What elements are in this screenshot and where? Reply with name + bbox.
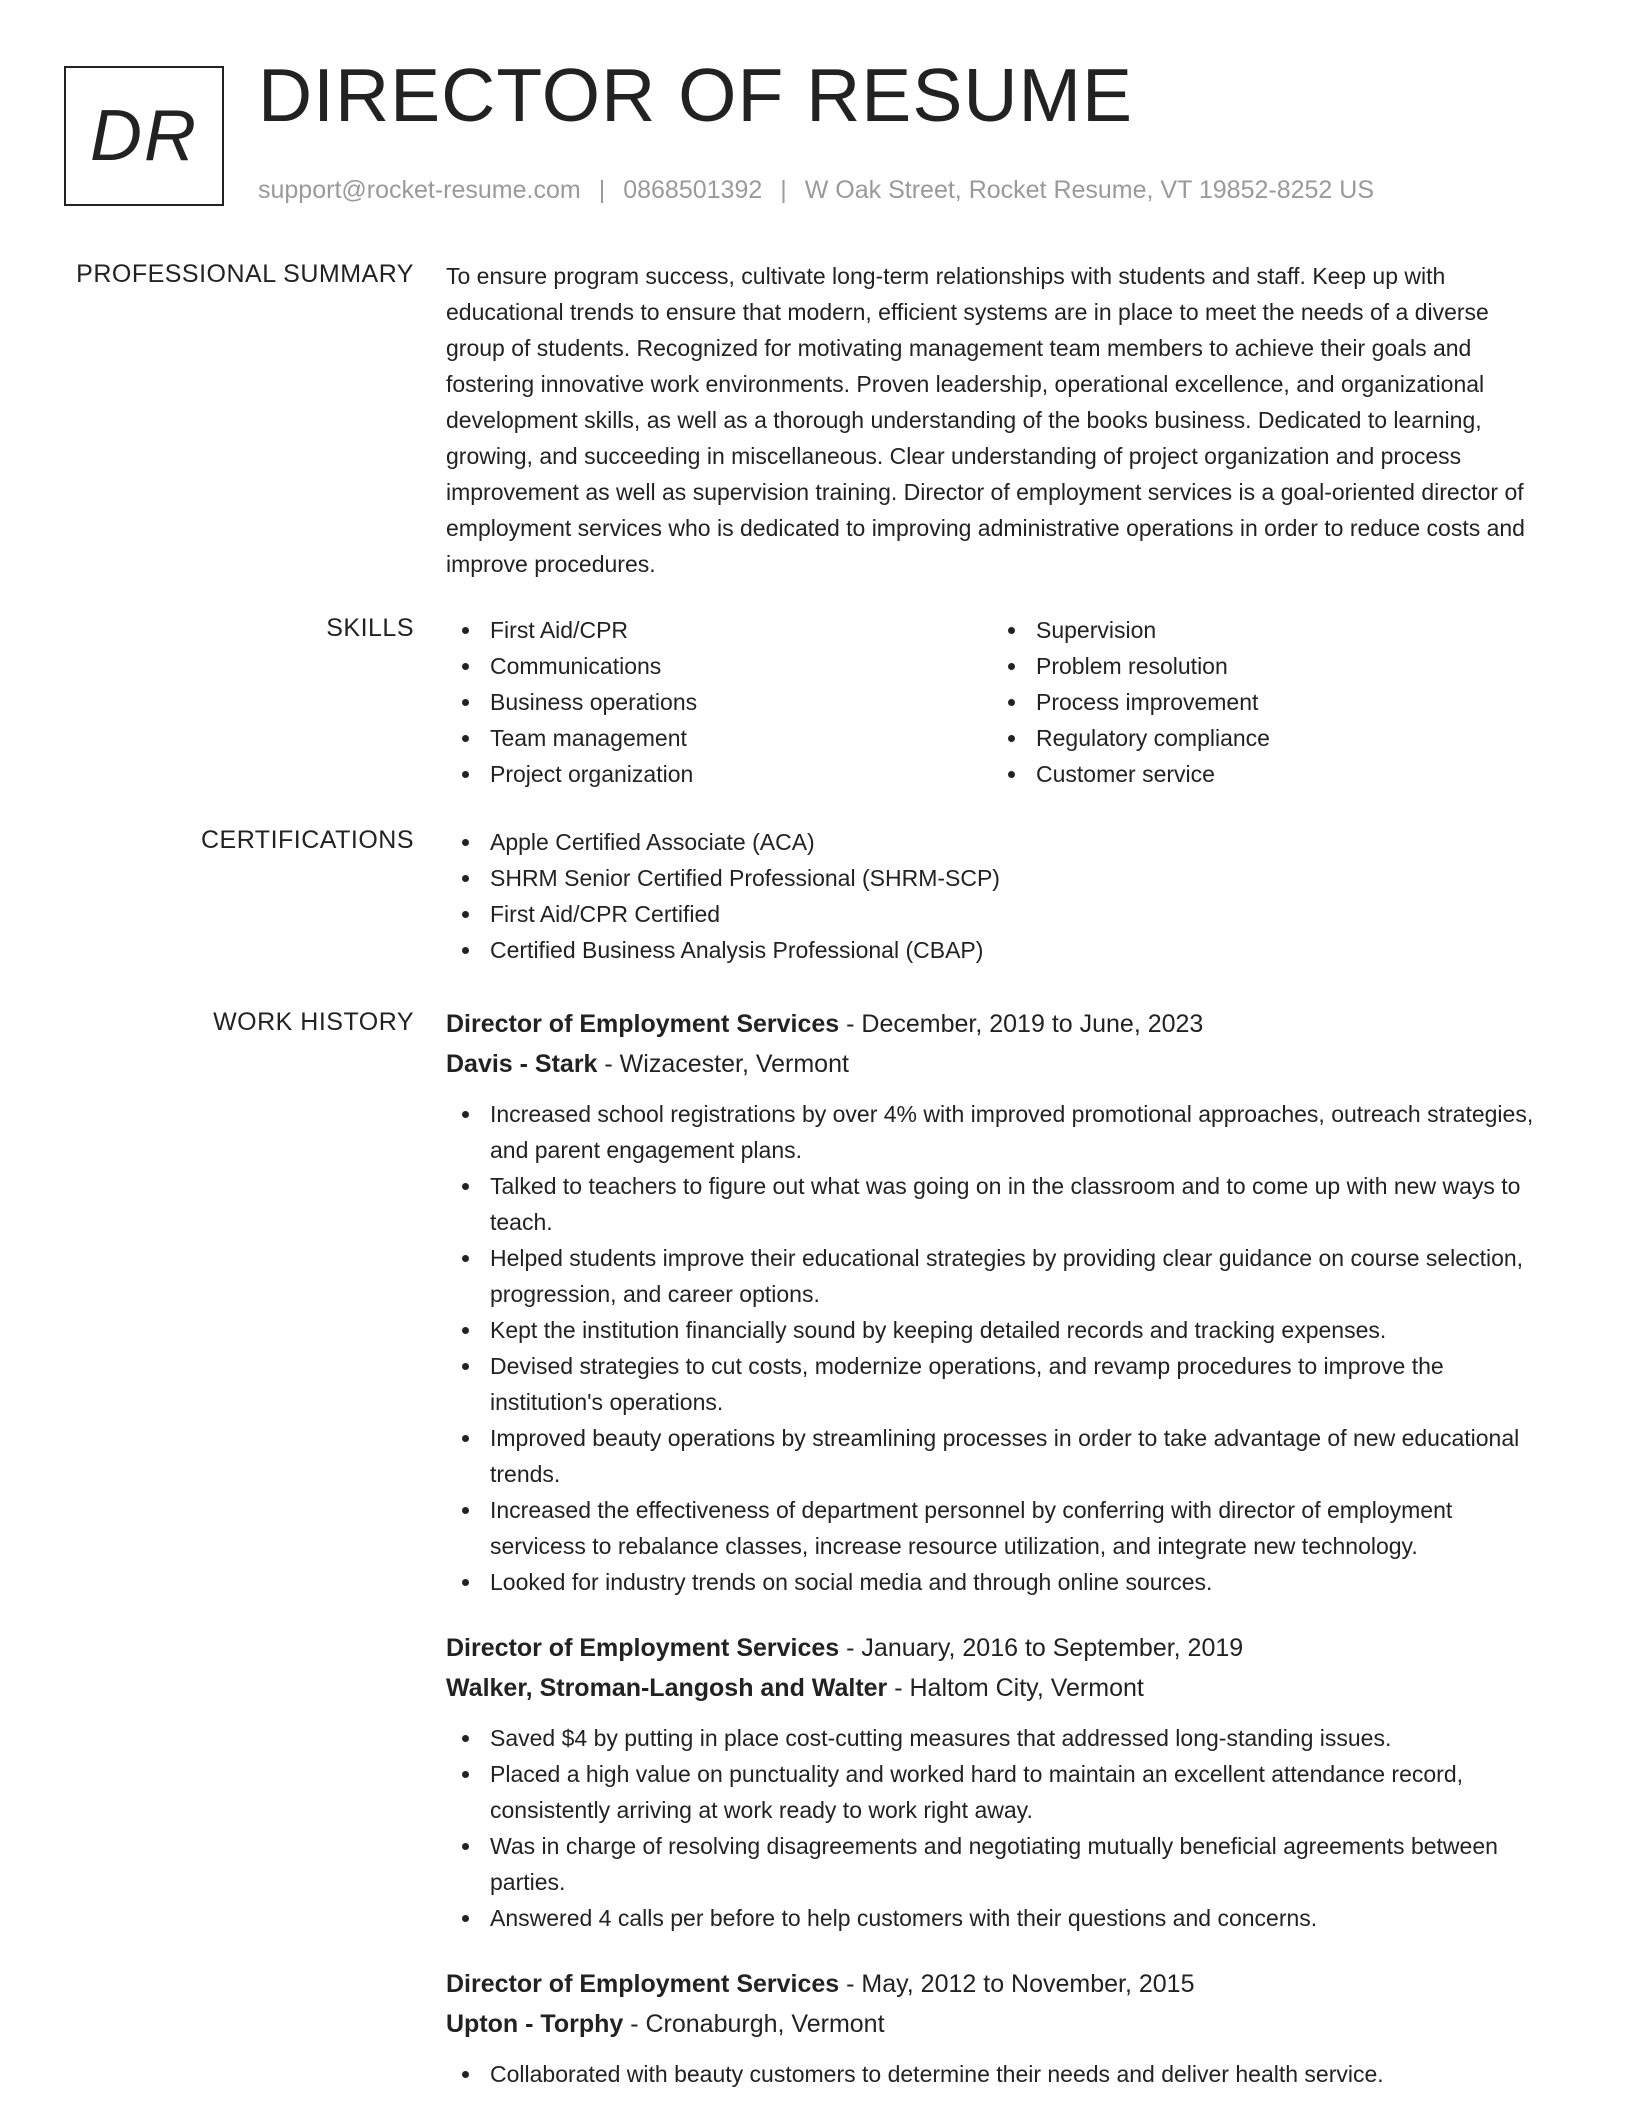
job-bullet: Kept the institution financially sound by keeping detailed records and tracking expenses. [446, 1312, 1546, 1348]
contact-line [258, 176, 1374, 205]
certification-item: SHRM Senior Certified Professional (SHRM-SCP) [446, 860, 1546, 896]
job-bullet: Devised strategies to cut costs, modernize operations, and revamp procedures to improve the institution's operations. [446, 1348, 1546, 1420]
skills-body [446, 612, 1546, 792]
job-bullet: Collaborated with beauty customers to determine their needs and deliver health service. [446, 2056, 1546, 2092]
job-bullet: Placed a high value on punctuality and worked hard to maintain an excellent attendance record, consistently arriving at work ready to work right away. [446, 1756, 1546, 1828]
skill-item: Business operations [446, 684, 992, 720]
contact-separator: | [598, 176, 606, 204]
skill-item: Team management [446, 720, 992, 756]
summary-text: To ensure program success, cultivate long-term relationships with students and staff. Keep up with educational trends to ensure that modern, efficient systems are in place to meet the needs of a diverse group of students. Recognized for motivating management team members to achieve their goals and fostering innovative work environments. Proven leadership, operational excellence, and organizational development skills, as well as a thorough understanding of the books business. Dedicated to learning, growing, and succeeding in miscellaneous. Clear understanding of project organization and process improvement as well as supervision training. Director of employment services is a goal-oriented director of employment services who is dedicated to improving administrative operations in order to reduce costs and improve procedures. [446, 263, 1525, 577]
section-label-work-history: WORK HISTORY [213, 1008, 414, 1036]
section-label-skills: SKILLS [326, 614, 414, 642]
job-company-line [446, 1668, 1546, 1708]
job-location: - Haltom City, Vermont [887, 1674, 1144, 1702]
job-company: Walker, Stroman-Langosh and Walter [446, 1674, 888, 1702]
certification-item: First Aid/CPR Certified [446, 896, 1546, 932]
certifications-body [446, 824, 1546, 968]
job-company-line [446, 1044, 1546, 1084]
job-title-line [446, 1964, 1546, 2004]
contact-separator: | [780, 176, 787, 204]
job-bullet: Answered 4 calls per before to help customers with their questions and concerns. [446, 1900, 1546, 1936]
job-bullet: Increased the effectiveness of department personnel by conferring with director of employment servicess to rebalance classes, increase resource utilization, and integrate new technology. [446, 1492, 1546, 1564]
job-bullet: Improved beauty operations by streamlining processes in order to take advantage of new educational trends. [446, 1420, 1546, 1492]
contact-email[interactable]: support@rocket-resume.com [258, 176, 581, 204]
section-label-certifications: CERTIFICATIONS [200, 826, 414, 854]
skills-list-right [992, 612, 1538, 792]
job-bullet: Looked for industry trends on social media and through online sources. [446, 1564, 1546, 1600]
job-entry [446, 1964, 1546, 2092]
job-dates: - December, 2019 to June, 2023 [839, 1010, 1204, 1038]
skills-grid [446, 612, 1546, 792]
resume-name: DIRECTOR OF RESUME [258, 53, 1134, 137]
skills-list-left [446, 612, 992, 792]
skill-item: Process improvement [992, 684, 1538, 720]
contact-address: W Oak Street, Rocket Resume, VT 19852-8252 US [804, 176, 1375, 204]
skill-item: Supervision [992, 612, 1538, 648]
job-location: - Wizacester, Vermont [597, 1050, 849, 1078]
job-title: Director of Employment Services [446, 1970, 840, 1998]
job-bullet: Talked to teachers to figure out what was going on in the classroom and to come up with new ways to teach. [446, 1168, 1546, 1240]
monogram-text: DR [90, 96, 198, 176]
job-bullet: Was in charge of resolving disagreements and negotiating mutually beneficial agreements between parties. [446, 1828, 1546, 1900]
job-bullet-list [446, 1096, 1546, 1600]
certification-item: Apple Certified Associate (ACA) [446, 824, 1546, 860]
contact-phone[interactable]: 0868501392 [623, 176, 763, 204]
job-company: Upton - Torphy [446, 2010, 624, 2038]
job-title: Director of Employment Services [446, 1010, 840, 1038]
monogram-badge [64, 66, 224, 206]
certifications-list [446, 824, 1546, 968]
job-bullet-list [446, 2056, 1546, 2092]
job-company-line [446, 2004, 1546, 2044]
job-entry [446, 1004, 1546, 1600]
skill-item: Problem resolution [992, 648, 1538, 684]
job-bullet: Saved $4 by putting in place cost-cutting measures that addressed long-standing issues. [446, 1720, 1546, 1756]
job-entry [446, 1628, 1546, 1936]
job-bullet: Helped students improve their educational strategies by providing clear guidance on course selection, progression, and career options. [446, 1240, 1546, 1312]
job-dates: - January, 2016 to September, 2019 [839, 1634, 1244, 1662]
job-location: - Cronaburgh, Vermont [623, 2010, 885, 2038]
job-title-line [446, 1628, 1546, 1668]
job-title-line [446, 1004, 1546, 1044]
job-dates: - May, 2012 to November, 2015 [839, 1970, 1195, 1998]
skill-item: First Aid/CPR [446, 612, 992, 648]
job-bullet-list [446, 1720, 1546, 1936]
section-label-summary: PROFESSIONAL SUMMARY [76, 260, 414, 288]
certification-item: Certified Business Analysis Professional (CBAP) [446, 932, 1546, 968]
skill-item: Customer service [992, 756, 1538, 792]
job-title: Director of Employment Services [446, 1634, 840, 1662]
summary-body [446, 258, 1546, 582]
job-bullet: Increased school registrations by over 4% with improved promotional approaches, outreach strategies, and parent engagement plans. [446, 1096, 1546, 1168]
job-company: Davis - Stark [446, 1050, 598, 1078]
skill-item: Communications [446, 648, 992, 684]
skill-item: Project organization [446, 756, 992, 792]
skill-item: Regulatory compliance [992, 720, 1538, 756]
work-history-body [446, 1004, 1546, 2120]
